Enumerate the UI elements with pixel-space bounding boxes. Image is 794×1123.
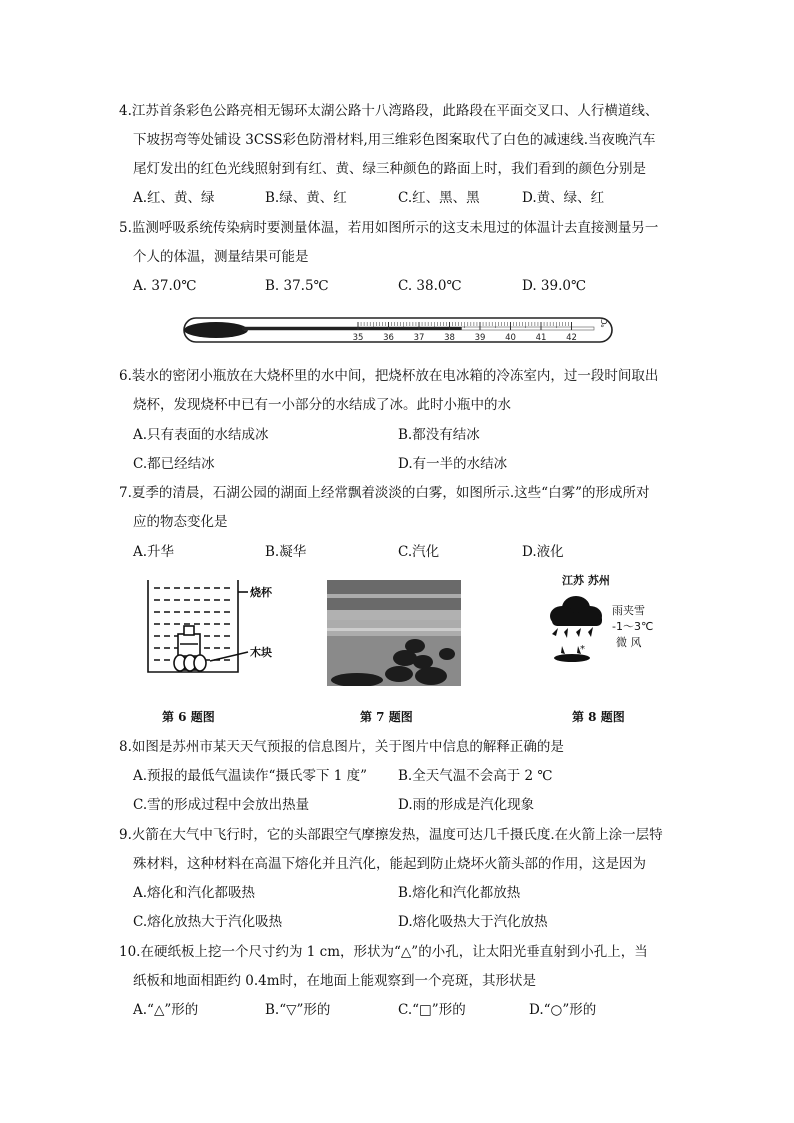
q5-option-b: B. 37.5℃ — [265, 278, 329, 294]
thermometer-figure — [176, 310, 622, 350]
fig8-weather-forecast — [536, 568, 666, 678]
scale-tick-label: 41 — [535, 333, 547, 343]
q10-option-d: D.“○”形的 — [529, 1002, 597, 1018]
q10-line-2: 纸板和地面相距约 0.4m时，在地面上能观察到一个亮斑，其形状是 — [133, 973, 537, 989]
q4-option-b: B.绿、黄、红 — [265, 190, 347, 206]
q6-option-d: D.有一半的水结冰 — [398, 456, 508, 472]
q5-option-c: C. 38.0℃ — [398, 278, 462, 294]
q7-option-a: A.升华 — [133, 544, 175, 560]
scale-tick-label: 39 — [474, 333, 486, 343]
scale-tick-label: 42 — [566, 333, 577, 343]
q6-line-2: 烧杯，发现烧杯中已有一小部分的水结成了冰。此时小瓶中的水 — [133, 397, 511, 413]
q10-option-b: B.“▽”形的 — [265, 1002, 331, 1018]
q9-line-1: 9.火箭在大气中飞行时，它的头部跟空气摩擦发热，温度可达几千摄氏度.在火箭上涂一层特 — [119, 827, 663, 843]
q7-line-2: 应的物态变化是 — [133, 514, 228, 530]
fig8-weather: 雨夹雪 — [612, 604, 645, 617]
rain-snow-icon — [552, 627, 593, 662]
q4-line-2: 下坡拐弯等处铺设 3CSS彩色防滑材料,用三维彩色图案取代了白色的减速线.当夜晚汽车 — [133, 132, 656, 148]
cloud-icon — [550, 596, 602, 626]
q6-option-c: C.都已经结冰 — [133, 456, 215, 472]
fig7-caption: 第 7 题图 — [360, 710, 413, 724]
q8-option-d: D.雨的形成是汽化现象 — [398, 797, 535, 813]
q5-line-2: 个人的体温，测量结果可能是 — [133, 249, 309, 265]
fig6-label-block: 木块 — [250, 646, 272, 659]
scale-tick-label: 35 — [352, 333, 364, 343]
thermometer-bulb — [184, 322, 248, 338]
q4-option-c: C.红、黑、黑 — [398, 190, 480, 206]
q4-line-1: 4.江苏首条彩色公路亮相无锡环太湖公路十八湾路段，此路段在平面交叉口、人行横道线、 — [119, 103, 659, 119]
q6-option-a: A.只有表面的水结成冰 — [133, 427, 269, 443]
q4-line-3: 尾灯发出的红色光线照射到有红、黄、绿三种颜色的路面上时，我们看到的颜色分别是 — [133, 161, 646, 177]
q10-line-1: 10.在硬纸板上挖一个尺寸约为 1 cm，形状为“△”的小孔，让太阳光垂直射到小孔上，当 — [119, 944, 648, 960]
fig6-caption: 第 6 题图 — [162, 710, 215, 724]
fig6-label-beaker: 烧杯 — [250, 586, 272, 599]
scale-tick-label: 38 — [444, 333, 455, 343]
q7-line-1: 7.夏季的清晨，石湖公园的湖面上经常飘着淡淡的白雾，如图所示.这些“白雾”的形成所对 — [119, 485, 650, 501]
q9-option-c: C.熔化放热大于汽化吸热 — [133, 914, 283, 930]
q6-line-1: 6.装水的密闭小瓶放在大烧杯里的水中间，把烧杯放在电冰箱的冷冻室内，过一段时间取出 — [119, 368, 659, 384]
fig8-location: 江苏 苏州 — [562, 574, 610, 587]
q6-option-b: B.都没有结冰 — [398, 427, 480, 443]
q4-option-a: A.红、黄、绿 — [133, 190, 215, 206]
svg-text:*: * — [580, 644, 585, 655]
q7-option-b: B.凝华 — [265, 544, 307, 560]
q7-option-d: D.液化 — [522, 544, 564, 560]
q4-option-d: D.黄、绿、红 — [522, 190, 605, 206]
q8-line-1: 8.如图是苏州市某天天气预报的信息图片，关于图片中信息的解释正确的是 — [119, 739, 564, 755]
q5-option-a: A. 37.0℃ — [133, 278, 197, 294]
q8-option-c: C.雪的形成过程中会放出热量 — [133, 797, 310, 813]
scale-tick-label: 40 — [505, 333, 516, 343]
scale-tick-label: 36 — [383, 333, 394, 343]
q9-line-2: 殊材料，这种材料在高温下熔化并且汽化，能起到防止烧坏火箭头部的作用，这是因为 — [133, 856, 646, 872]
q9-option-a: A.熔化和汽化都吸热 — [133, 885, 256, 901]
q7-option-c: C.汽化 — [398, 544, 440, 560]
q8-option-b: B.全天气温不会高于 2 ℃ — [398, 768, 553, 784]
thermometer-unit-symbol: ℃ — [600, 319, 609, 328]
q5-line-1: 5.监测呼吸系统传染病时要测量体温，若用如图所示的这支未甩过的体温计去直接测量另一 — [119, 220, 659, 236]
q10-option-c: C.“□”形的 — [398, 1002, 466, 1018]
q9-option-b: B.熔化和汽化都放热 — [398, 885, 521, 901]
fig7-mist-photo — [327, 580, 461, 686]
q9-option-d: D.熔化吸热大于汽化放热 — [398, 914, 548, 930]
q5-option-d: D. 39.0℃ — [522, 278, 587, 294]
fig6-beaker-diagram — [140, 576, 290, 686]
fig8-wind: 微 风 — [616, 636, 642, 649]
fig8-temperature: -1～3℃ — [612, 620, 654, 633]
fig8-caption: 第 8 题图 — [572, 710, 625, 724]
q10-option-a: A.“△”形的 — [133, 1002, 199, 1018]
scale-tick-label: 37 — [413, 333, 425, 343]
q8-option-a: A.预报的最低气温读作“摄氏零下 1 度” — [133, 768, 368, 784]
mercury-column — [242, 327, 462, 330]
